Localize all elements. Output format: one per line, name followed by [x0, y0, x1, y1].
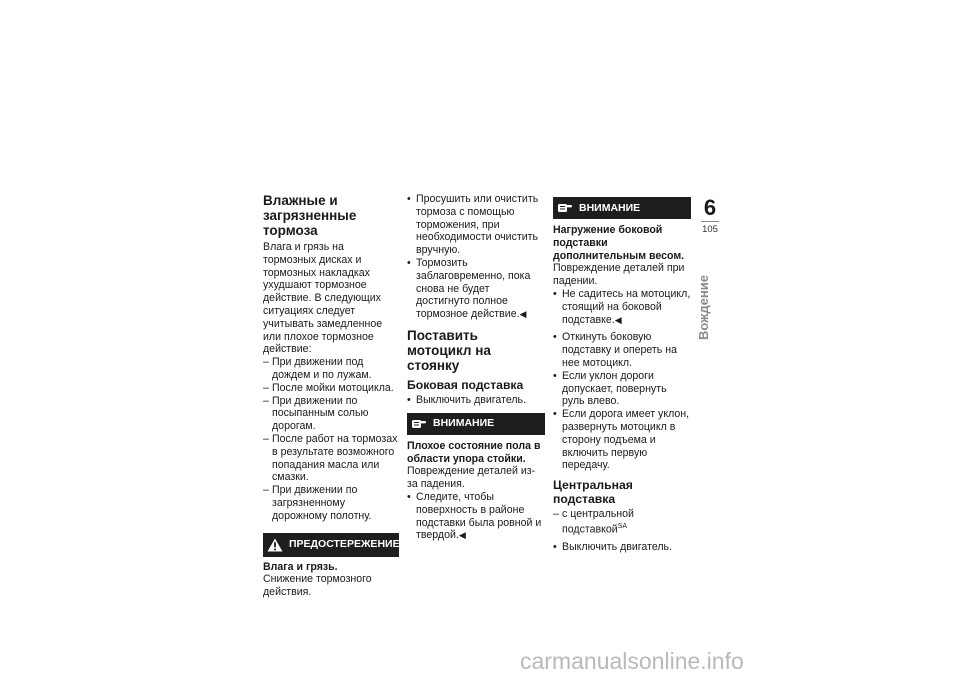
list-item: • Если дорога имеет уклон, развернуть мотоцикл в сторону подъема и включить первую передачу.: [553, 408, 691, 472]
situation-list: [263, 356, 399, 522]
notice-title: Плохое состояние пола в области упора стойки.: [407, 439, 541, 465]
subheading: Центральная подставка: [553, 478, 633, 507]
notice-text: Повреждение деталей из-за падения.: [407, 465, 536, 491]
column-2: [407, 193, 545, 542]
tab-divider: [701, 221, 719, 222]
pointing-hand-icon: [557, 201, 573, 215]
brake-action-list: [407, 193, 545, 321]
end-of-section-icon: ◀: [614, 314, 622, 325]
list-item: – После мойки мотоцикла.: [263, 382, 399, 395]
notice-label: ВНИМАНИЕ: [433, 417, 495, 430]
warning-title: Влага и грязь.: [263, 560, 338, 573]
list-item: • Откинуть боковую подставку и опереть на нее мотоцикл.: [553, 331, 691, 369]
list-item: – При движении под дождем и по лужам.: [263, 356, 399, 382]
notice-text: Повреждение деталей при падении.: [553, 262, 685, 288]
warning-label: ПРЕДОСТЕРЕЖЕНИЕ: [289, 538, 400, 551]
list-item: • Просушить или очистить тормоза с помощью торможения, при необходимости очистить вручную.: [407, 193, 545, 257]
list-item: • Выключить двигатель.: [407, 394, 545, 407]
chapter-tab: [698, 196, 722, 235]
list-item: • Если уклон дороги допускает, повернуть руль влево.: [553, 370, 691, 408]
list-item: • Следите, чтобы поверхность в районе подставки была ровной и твердой.◀: [407, 491, 545, 542]
watermark: carmanualsonline.info: [520, 648, 744, 674]
section-title: Влажные и загрязненные тормоза: [263, 193, 357, 238]
list-item: – После работ на тормозах в результате возможного попадания масла или смазки.: [263, 433, 399, 484]
step-list: [553, 541, 691, 554]
warning-triangle-icon: [267, 538, 283, 552]
list-item: – При движении по загрязненному дорожному полотну.: [263, 484, 399, 522]
notice-title: Нагружение боковой подставки дополнительным весом.: [553, 224, 685, 262]
option-superscript: SA: [617, 522, 628, 530]
list-item: • Тормозить заблаговременно, пока снова не будет достигнуто полное тормозное действие.◀: [407, 257, 545, 321]
list-item: • Выключить двигатель.: [553, 541, 691, 554]
step-list: [407, 394, 545, 407]
step-list: [553, 331, 691, 472]
end-of-section-icon: ◀: [519, 309, 527, 320]
column-3: [553, 193, 691, 554]
pointing-hand-icon: [411, 417, 427, 431]
list-item: – При движении по посыпанным солью дорогам.: [263, 395, 399, 433]
column-1: [263, 193, 399, 599]
chapter-title: Вождение: [696, 275, 711, 340]
notice-label: ВНИМАНИЕ: [579, 201, 641, 214]
section-heading: Поставить мотоцикл на стоянку: [407, 327, 491, 373]
notice-list: [407, 491, 545, 542]
chapter-number: 6: [703, 195, 717, 220]
list-item: – с центральной подставкой$^{SA}$: [553, 508, 691, 536]
page-number: 105: [702, 224, 718, 235]
list-item: • Не садитесь на мотоцикл, стоящий на боковой подставке.◀: [553, 288, 691, 326]
condition-list: [553, 508, 691, 536]
notice-banner: [407, 413, 545, 435]
notice-list: [553, 288, 691, 326]
notice-banner: [553, 197, 691, 219]
subheading: Боковая подставка: [407, 377, 524, 392]
warning-text: Снижение тормозного действия.: [263, 573, 372, 599]
warning-banner: [263, 533, 399, 557]
intro-paragraph: Влага и грязь на тормозных дисках и тормозных накладках ухудшают тормозное действие. В следующих ситуациях следует учитывать замедленное или плохое тормозное действие:: [263, 241, 383, 356]
end-of-section-icon: ◀: [458, 530, 466, 541]
